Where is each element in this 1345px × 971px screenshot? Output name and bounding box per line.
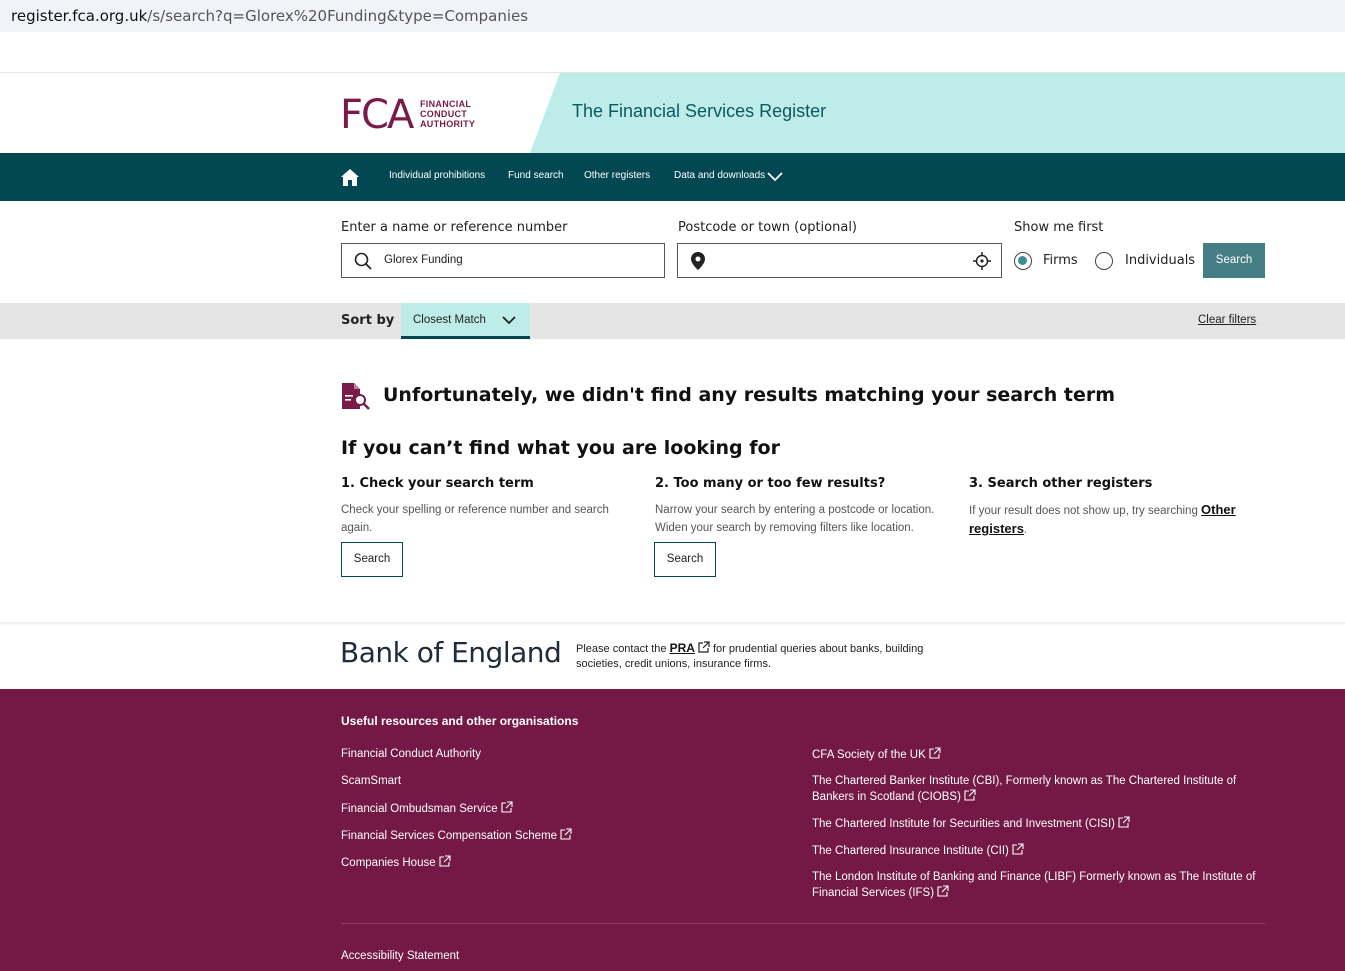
- logo-mark: FCA: [340, 92, 413, 138]
- footer-link-label: ScamSmart: [341, 775, 402, 787]
- document-search-icon: [341, 382, 371, 410]
- footer-link-cii[interactable]: [812, 843, 1267, 859]
- tip-title: 2. Too many or too few results?: [655, 476, 886, 491]
- search-button[interactable]: Search: [1203, 243, 1265, 278]
- external-link-icon: [698, 641, 710, 653]
- firms-radio[interactable]: [1014, 252, 1032, 270]
- footer-link-cbi[interactable]: [812, 774, 1267, 805]
- register-title[interactable]: The Financial Services Register: [572, 101, 827, 121]
- tip-title: 1. Check your search term: [341, 476, 534, 491]
- external-link-icon: [501, 801, 513, 813]
- external-link-icon: [439, 855, 451, 867]
- sort-select[interactable]: [401, 303, 530, 339]
- divider: [0, 622, 1345, 626]
- no-results-message: Unfortunately, we didn't find any results matching your search term: [383, 384, 1116, 406]
- footer-link-ombudsman[interactable]: [341, 801, 513, 817]
- footer: [0, 689, 1345, 971]
- postcode-input[interactable]: [677, 243, 1002, 278]
- firms-radio-label[interactable]: Firms: [1043, 253, 1078, 268]
- url-text[interactable]: [11, 7, 528, 25]
- footer-link-label: CFA Society of the UK: [812, 749, 926, 761]
- chevron-down-icon[interactable]: [767, 172, 783, 182]
- tip-search-button[interactable]: Search: [654, 542, 716, 577]
- logo-word: CONDUCT: [420, 109, 468, 119]
- tip-text-other-registers: [969, 501, 1259, 539]
- pra-link[interactable]: PRA: [669, 641, 695, 655]
- name-label: Enter a name or reference number: [341, 220, 568, 235]
- external-link-icon: [964, 789, 976, 801]
- sort-label: Sort by: [341, 313, 395, 328]
- postcode-label: Postcode or town (optional): [678, 220, 857, 235]
- tip-tail: .: [1023, 524, 1028, 536]
- footer-link-fscs[interactable]: [341, 828, 572, 844]
- external-link-icon: [937, 885, 949, 897]
- footer-link-label: The Chartered Banker Institute (CBI), Formerly known as The Chartered Institute of Bankers in Scotland (CIOBS): [812, 775, 1237, 803]
- individuals-radio[interactable]: [1095, 252, 1113, 270]
- tip-title: 3. Search other registers: [969, 476, 1153, 491]
- footer-link-label: The London Institute of Banking and Finance (LIBF) Formerly known as The Institute of Financial Services (IFS): [812, 871, 1256, 899]
- footer-link-label: The Chartered Insurance Institute (CII): [812, 845, 1009, 857]
- nav-other-registers[interactable]: Other registers: [584, 170, 651, 181]
- name-search-input[interactable]: [341, 243, 665, 278]
- main-nav: [0, 153, 1345, 201]
- nav-fund-search[interactable]: Fund search: [508, 170, 564, 181]
- footer-link-label: Companies House: [341, 857, 436, 869]
- fca-logo[interactable]: [340, 92, 476, 138]
- pra-text-after: for prudential queries about banks, building societies, credit unions, insurance firms.: [576, 643, 924, 670]
- footer-link-label: Financial Services Compensation Scheme: [341, 830, 558, 842]
- footer-link-label: The Chartered Institute for Securities and Investment (CISI): [812, 818, 1115, 830]
- individuals-radio-label[interactable]: Individuals: [1125, 253, 1196, 268]
- pra-text-before: Please contact the: [576, 643, 667, 655]
- tip-text: If your result does not show up, try searching: [969, 505, 1198, 517]
- footer-heading: Useful resources and other organisations: [341, 714, 579, 728]
- tip-search-button[interactable]: Search: [341, 542, 403, 577]
- logo-word: FINANCIAL: [420, 99, 472, 109]
- footer-link-label: Financial Conduct Authority: [341, 748, 481, 760]
- footer-link-cfa[interactable]: [812, 747, 1267, 763]
- nav-data-and-downloads[interactable]: Data and downloads: [674, 170, 766, 181]
- url-path: /s/search?q=Glorex%20Funding&type=Companies: [147, 7, 529, 25]
- browser-url-bar[interactable]: [0, 0, 1345, 32]
- tip-text: Narrow your search by entering a postcode or location. Widen your search by removing filters like location.: [655, 504, 935, 534]
- pra-notice: [576, 641, 956, 672]
- footer-link-scamsmart[interactable]: [341, 774, 401, 789]
- location-pin-icon: [691, 252, 705, 270]
- site-header: [0, 73, 1345, 153]
- nav-individual-prohibitions[interactable]: Individual prohibitions: [389, 170, 486, 181]
- sort-selected-value: Closest Match: [413, 314, 486, 326]
- logo-words: [420, 99, 500, 129]
- footer-link-companies-house[interactable]: [341, 855, 451, 871]
- footer-link-label: Financial Ombudsman Service: [341, 803, 498, 815]
- chevron-down-icon: [502, 316, 516, 325]
- url-host: register.fca.org.uk: [11, 7, 148, 25]
- external-link-icon: [929, 747, 941, 759]
- clear-filters-link[interactable]: Clear filters: [1198, 314, 1257, 326]
- show-me-first-label: Show me first: [1014, 220, 1104, 235]
- external-link-icon: [1118, 816, 1130, 828]
- footer-divider: [341, 923, 1265, 924]
- footer-link-libf[interactable]: [812, 870, 1267, 901]
- sort-bar: [0, 303, 1345, 339]
- tip-text: Check your spelling or reference number and search again.: [341, 504, 609, 534]
- footer-link-cisi[interactable]: [812, 816, 1267, 832]
- accessibility-statement-link[interactable]: Accessibility Statement: [341, 950, 460, 962]
- bank-of-england-logo[interactable]: Bank of England: [340, 636, 562, 669]
- search-icon: [354, 252, 372, 270]
- external-link-icon: [1012, 843, 1024, 855]
- logo-word: AUTHORITY: [420, 119, 476, 129]
- help-title: If you can’t find what you are looking for: [341, 437, 780, 459]
- other-registers-link[interactable]: Other registers: [969, 502, 1236, 536]
- locate-me-icon[interactable]: [973, 252, 991, 270]
- footer-link-fca[interactable]: [341, 747, 481, 762]
- name-input-value[interactable]: Glorex Funding: [384, 254, 463, 266]
- home-icon[interactable]: [341, 169, 359, 186]
- external-link-icon: [560, 828, 572, 840]
